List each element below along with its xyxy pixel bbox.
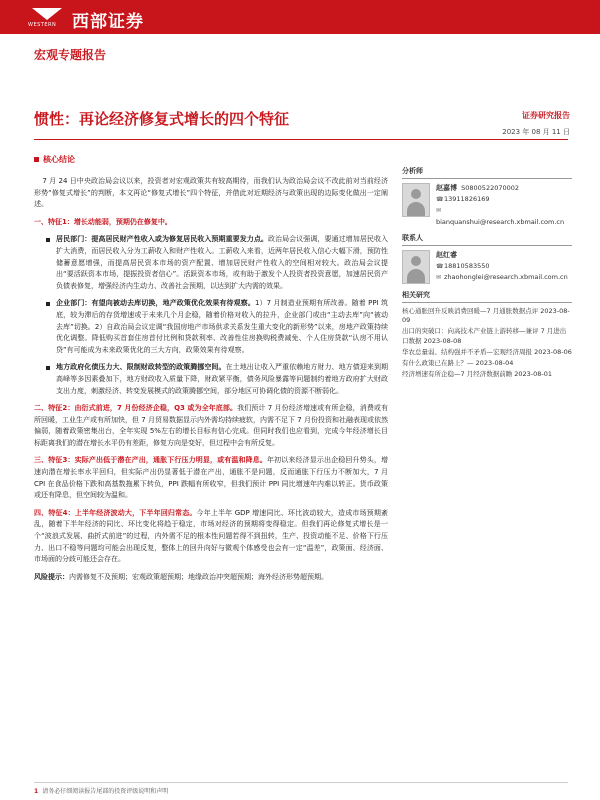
sidebar <box>402 166 572 381</box>
square-marker-icon <box>34 157 39 162</box>
analyst-card <box>402 183 572 227</box>
main-body <box>34 176 388 583</box>
section-1 <box>34 217 388 397</box>
section-4: 四、特征4：上半年经济波动大，下半年回归常态。今年上半年 GDP 增速同比、环比波动较大，造成市场预期紊乱，随着下半年经济的同比、环比变化将趋于稳定，市场对经济的预期将变得稳定。但我们再论修复式增长是一个“波浪式发展、曲折式前进”的过程，内外需不足的根本性问题若得不到扭转，生产、投资动能不足、价格下行压力、出口不稳等问题均可能会出现反复，整体上的回升向好与微观个体感受也会有一定“温差”，政策面、经济面、市场面的分歧可能还会存在。 <box>34 508 388 564</box>
list-item[interactable]: 华农总量弱、结构强并不矛盾—宏观经济周报 2023-08-06 <box>402 347 572 356</box>
analyst-name: 赵嘉博 <box>436 184 457 192</box>
avatar <box>402 250 430 284</box>
contact-phone: 18810583550 <box>444 261 490 270</box>
avatar <box>402 183 430 217</box>
intro-paragraph: 7 月 24 日中央政治局会议以来，投资者对宏观政策共有较高期待，而我们认为政治局会议不改此前对当前经济形势“修复式增长”的判断，本文再论“修复式增长”四个特征，并借此对近期经济与政策出现的边际变化做出一定阐述。 <box>34 177 388 209</box>
bullet-icon <box>46 302 50 306</box>
footer-divider <box>34 782 568 783</box>
core-conclusion-heading: 核心结论 <box>34 154 75 165</box>
contact-heading: 联系人 <box>402 233 572 246</box>
bullet-icon <box>46 366 50 370</box>
bullet-icon <box>46 238 50 242</box>
analyst-phone: 13911826169 <box>444 194 490 203</box>
contact-name: 赵红睿 <box>436 251 457 259</box>
page-number: 1 <box>34 788 39 795</box>
footer-disclaimer: 请务必仔细阅读报告尾部的投资评级说明和声明 <box>42 788 169 795</box>
list-item[interactable]: 经济增速有所企稳—7 月经济数据前瞻 2023-08-01 <box>402 370 553 379</box>
list-item[interactable]: 出口的突破口：向高技术产业链上游转移—兼评 7 月进出口数据 2023-08-08 <box>402 327 567 345</box>
bullet-local-gov: 地方政府化债压力大、限制财政转型的政策腾挪空间。在土地出让收入严重依赖地方财力、地方债迎来到期高峰等多因素叠加下，地方财政收入质量下降，财政紧平衡，债务风险暴露等问题制约着地方政府扩大财政支出力度，刺激经济、转变发展模式的政策腾挪空间，部分地区可协调化债的资源不断弱化。 <box>34 362 388 397</box>
footer <box>34 786 168 795</box>
phone-icon: ☎ <box>436 262 444 270</box>
contact-card <box>402 250 572 284</box>
bullet-enterprise: 企业部门：有望向被动去库切换，地产政策优化效果有待观察。1）7 月制造业预期有所改善。随着 PPI 筑底，较为滞后的存货增速或于未来几个月企稳，随着价格对收入的拉升，企业部门或由“主动去库”向“被动去库”切换。2）自政治局会议定调“我国房地产市场供求关系发生重大变化的新形势”以来，房地产政策持续优化调整。降低购买首套住房首付比例和贷款利率、改善性住房换购税费减免、个人住房贷款“认房不用认贷”有可能成为未来政策优化的三大方向，政策效果有待观察。 <box>34 298 388 356</box>
list-item[interactable]: 核心通胀回升反映消费回暖—7 月通胀数据点评 2023-08-09 <box>402 307 570 325</box>
section-1-heading: 一、特征1：增长动能弱，预期仍在修复中。 <box>34 217 172 226</box>
page-title: 惯性：再论经济修复式增长的四个特征 <box>34 110 290 128</box>
report-kind: 证券研究报告 <box>522 111 570 120</box>
related-heading: 相关研究 <box>402 290 572 303</box>
mail-icon: ✉ <box>436 207 442 214</box>
header-bar <box>0 0 600 34</box>
analyst-id: S0800522070002 <box>461 184 520 192</box>
report-type: 宏观专题报告 <box>34 48 107 62</box>
brand-name: 西部证券 <box>72 12 144 32</box>
related-list <box>402 307 572 379</box>
title-divider <box>34 139 568 140</box>
contact-email[interactable]: zhaohonglei@research.xbmail.com.cn <box>444 273 568 281</box>
bullet-household: 居民部门：提高居民财产性收入或为修复居民收入预期重要发力点。政治局会议强调，要通过增加居民收入扩大消费，而居民收入分为工薪收入和财产性收入。工薪收入来看，近两年居民收入信心大幅下滑，预防性储蓄意愿增强，而提高居民资本市场的资产配置、增加居民财产性收入的空间相对较大。政治局会议提出“要活跃资本市场，提振投资者信心”。活跃资本市场，或有助于激发个人投资者投资意愿，加速居民资产负债表修复，增强经济内生动力、改善社会预期，以达到扩大内需的效果。 <box>34 234 388 292</box>
list-item[interactable]: 有什么政策已在路上？— 2023-08-04 <box>402 359 514 368</box>
report-date: 2023 年 08 月 11 日 <box>502 128 570 136</box>
analyst-heading: 分析师 <box>402 166 572 179</box>
analyst-email[interactable]: bianquanshui@research.xbmail.com.cn <box>436 217 565 226</box>
section-3: 三、特征3：实际产出低于潜在产出，通胀下行压力明显，或有温和降息。年初以来经济显示出企稳回升势头，增速向潜在增长率水平回归，但实际产出仍显著低于潜在产出，通胀不是问题，反而通胀下行压力不断加大，7 月 CPI 在食品价格下跌和高基数拖累下转负，PPI 跌幅有所收窄，但我们预计 PPI 同比增速年内难以转正。货币政策或还有降息，但空间较为温和。 <box>34 456 388 500</box>
logo-text: WESTERN <box>28 22 57 28</box>
risk-warning: 风险提示：内需修复不及预期；宏观政策超预期；地缘政治冲突超预期；海外经济形势超预期。 <box>34 572 328 581</box>
phone-icon: ☎ <box>436 195 444 203</box>
mail-icon: ✉ <box>436 274 442 281</box>
section-2: 二、特征2：由衍式前进，7 月份经济企稳，Q3 或为全年底部。我们预计 7 月份经济增速或有所企稳，消费或有所回暖，工业生产或有所加快，但 7 月贸易数据显示内外需均持续疲软，内需不足下 7 月份投资和社融表现或依然偏弱，随着政策密集出台，全年实现 5%左右的增长目标有信心完成。但同时我们也应看到，完成今年经济增长目标距离我们的潜在增长水平仍有差距，修复方向是变好，但过程中会有所反复。 <box>34 404 389 447</box>
